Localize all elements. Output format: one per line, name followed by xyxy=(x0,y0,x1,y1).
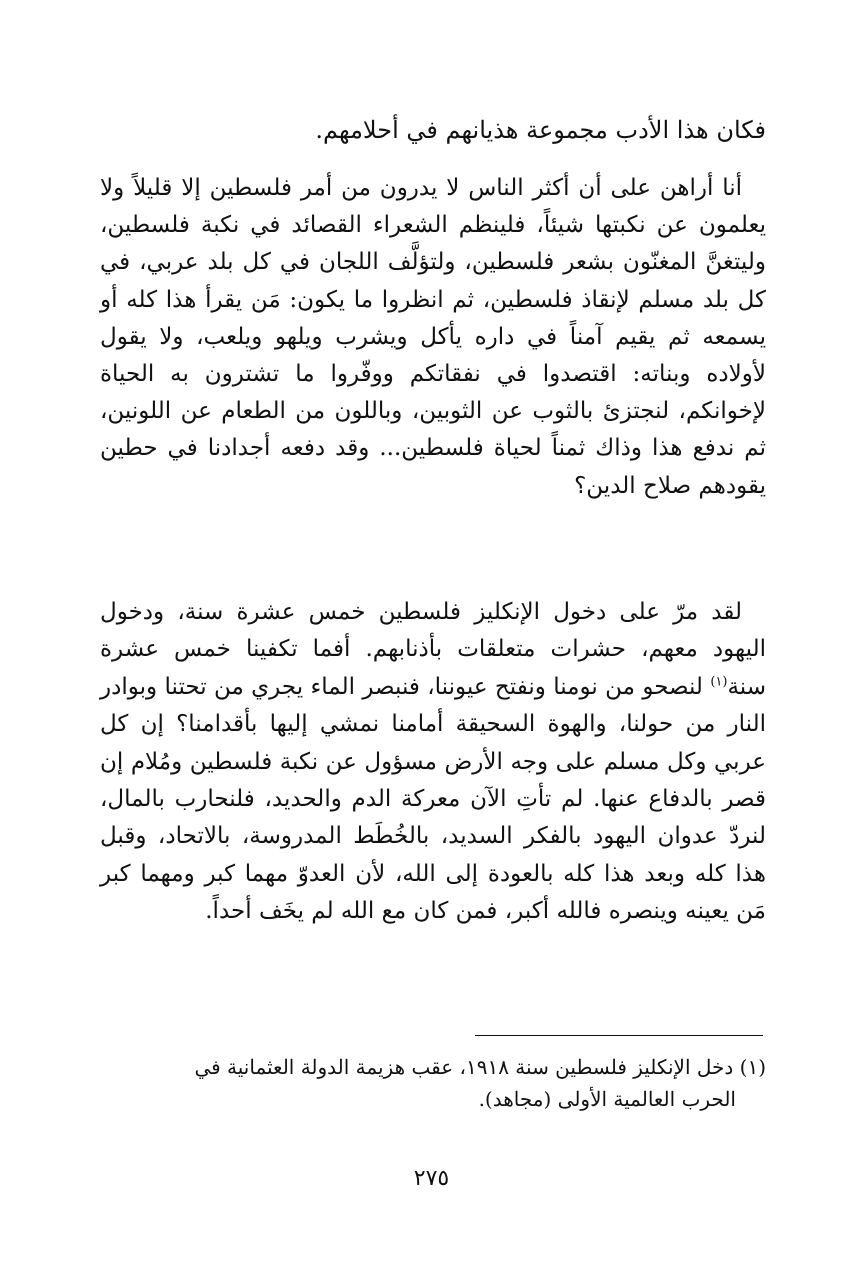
footnote-separator xyxy=(475,1035,763,1036)
paragraph-1: أنا أراهن على أن أكثر الناس لا يدرون من أمر فلسطين إلا قليلاً ولا يعلمون عن نكبتها شيئاً، فلينظم الشعراء القصائد في نكبة فلسطين، وليتغنَّ المغنّون بشعر فلسطين، ولتؤلَّف اللجان في كل بلد عربي، في كل بلد مسلم لإنقاذ فلسطين، ثم انظروا ما يكون: مَن يقرأ هذا كله أو يسمعه ثم يقيم آمناً في داره يأكل ويشرب ويلهو ويلعب، ولا يقول لأولاده وبناته: اقتصدوا في نفقاتكم ووفّروا ما تشترون به الحياة لإخوانكم، لنجتزئ بالثوب عن الثوبين، وباللون من الطعام عن اللونين، ثم ندفع هذا وذاك ثمناً لحياة فلسطين... وقد دفعه أجدادنا في حطين يقودهم صلاح الدين؟ xyxy=(100,175,766,499)
opening-line: فكان هذا الأدب مجموعة هذيانهم في أحلامهم. xyxy=(315,116,766,144)
paragraph-2-part-1: لقد مرّ على دخول الإنكليز فلسطين خمس عشرة سنة، ودخول اليهود معهم، حشرات متعلقات بأذنابهم. أفما تكفينا خمس عشرة سنة xyxy=(100,599,766,700)
footnote xyxy=(100,1051,766,1115)
footnote-line-2: الحرب العالمية الأولى (مجاهد). xyxy=(478,1087,736,1111)
footnote-line-1: (١) دخل الإنكليز فلسطين سنة ١٩١٨، عقب هزيمة الدولة العثمانية في xyxy=(194,1055,766,1079)
page-number: ٢٧٥ xyxy=(413,1166,450,1191)
footnote-reference: (١) xyxy=(710,674,728,690)
paragraph-2-part-2: لنصحو من نومنا ونفتح عيوننا، فنبصر الماء يجري من تحتنا وبوادر النار من حولنا، والهوة السحيقة أمامنا نمشي إليها بأقدامنا؟ إن كل عربي وكل مسلم على وجه الأرض مسؤول عن نكبة فلسطين ومُلام إن قصر بالدفاع عنها. لم تأتِ الآن معركة الدم والحديد، فلنحارب بالمال، لنردّ عدوان اليهود بالفكر السديد، بالخُطَط المدروسة، بالاتحاد، وقبل هذا كله وبعد هذا كله بالعودة إلى الله، لأن العدوّ مهما كبر ومهما كبر مَن يعينه وينصره فالله أكبر، فمن كان مع الله لم يخَف أحداً. xyxy=(100,673,766,925)
paragraph-2 xyxy=(100,594,766,931)
